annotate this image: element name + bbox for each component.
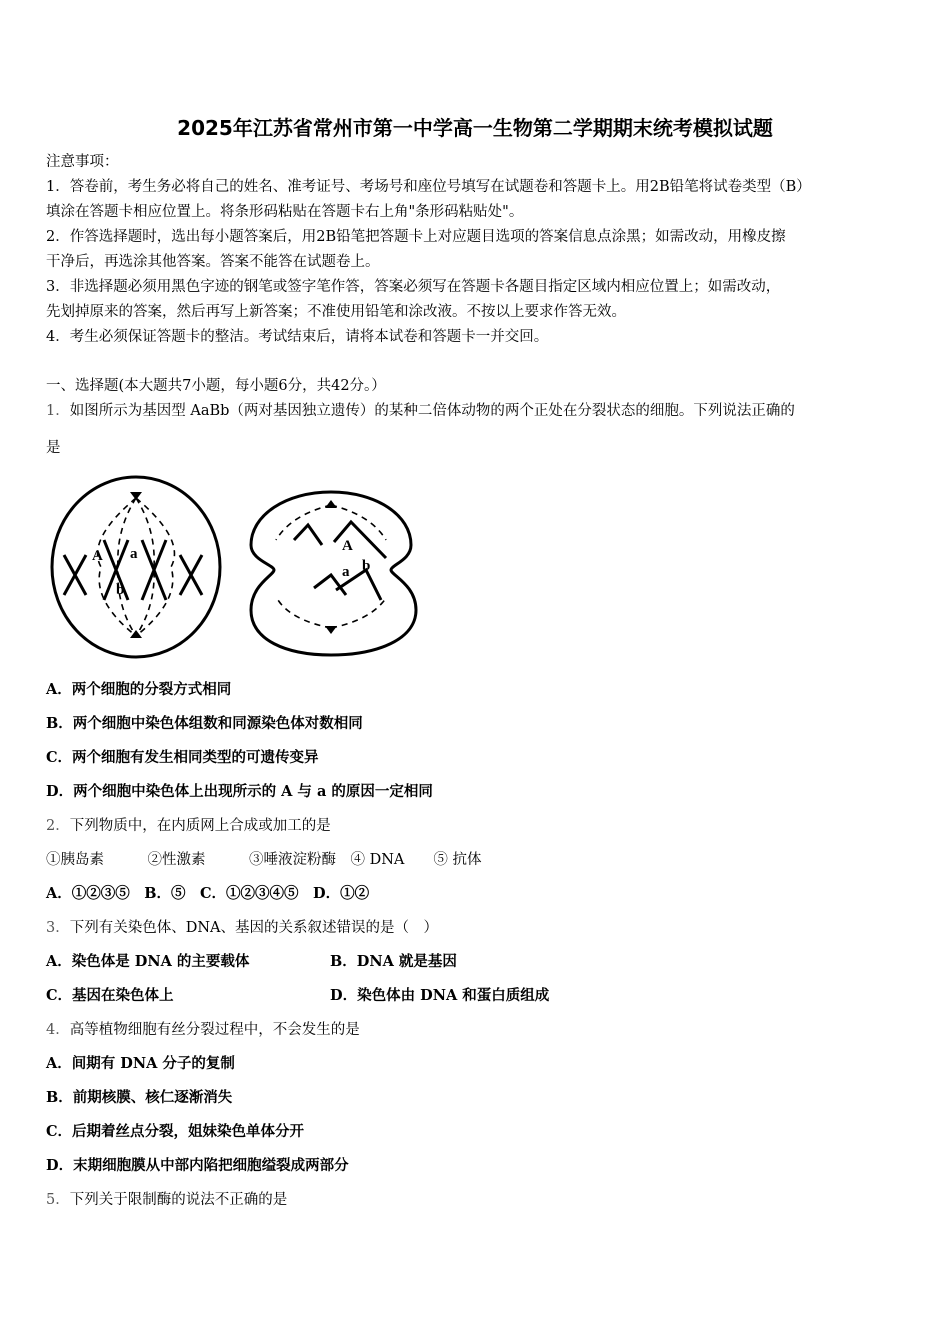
question-4-stem bbox=[46, 1020, 906, 1040]
notice-line: 填涂在答题卡相应位置上。将条形码粘贴在答题卡右上角"条形码粘贴处"。 bbox=[46, 204, 524, 220]
left-centrioles bbox=[130, 492, 142, 638]
label-A: A bbox=[342, 538, 353, 554]
notice-line: 2．作答选择题时，选出每小题答案后，用2B铅笔把答题卡上对应题目选项的答案信息点涂黑；如需改动，用橡皮擦 bbox=[46, 229, 786, 245]
question-number: 2． bbox=[46, 818, 70, 834]
notice-line: 3．非选择题必须用黑色字迹的钢笔或签字笔作答，答案必须写在答题卡各题目指定区域内相应位置上；如需改动， bbox=[46, 279, 781, 295]
option: A．间期有 DNA 分子的复制 bbox=[46, 1055, 235, 1072]
option: D．染色体由 DNA 和蛋白质组成 bbox=[330, 987, 550, 1004]
option: D．两个细胞中染色体上出现所示的 A 与 a 的原因一定相同 bbox=[46, 783, 433, 800]
notice-heading: 注意事项： bbox=[46, 154, 119, 170]
question-text: 下列有关染色体、DNA、基因的关系叙述错误的是（ ） bbox=[69, 920, 439, 936]
label-b: b bbox=[116, 582, 125, 598]
notice-line: 先划掉原来的答案，然后再写上新答案；不准使用铅笔和涂改液。不按以上要求作答无效。 bbox=[46, 304, 626, 320]
cell-division-figure bbox=[46, 470, 426, 665]
question-2-stem bbox=[46, 816, 906, 836]
label-b: b bbox=[362, 558, 371, 574]
left-spindle-fibers bbox=[98, 498, 175, 636]
right-chromosomes bbox=[294, 522, 386, 600]
notice-line: 1．答卷前，考生务必将自己的姓名、准考证号、考场号和座位号填写在试题卷和答题卡上。用2B铅笔将试卷类型（B） bbox=[46, 179, 811, 195]
section-heading: 一、选择题(本大题共7小题，每小题6分，共42分。） bbox=[46, 378, 386, 394]
question-3-stem bbox=[46, 918, 906, 938]
question-number: 5． bbox=[46, 1192, 70, 1208]
question-number: 3． bbox=[46, 920, 70, 936]
option: B．DNA 就是基因 bbox=[330, 953, 457, 970]
question-number: 4． bbox=[46, 1022, 70, 1038]
option: A．两个细胞的分裂方式相同 bbox=[46, 681, 232, 698]
option: B．前期核膜、核仁逐渐消失 bbox=[46, 1089, 233, 1106]
question-text: 如图所示为基因型 AaBb（两对基因独立遗传）的某种二倍体动物的两个正处在分裂状态的细胞。下列说法正确的 bbox=[69, 403, 795, 419]
question-5-stem bbox=[46, 1190, 906, 1210]
option: D．末期细胞膜从中部内陷把细胞缢裂成两部分 bbox=[46, 1157, 349, 1174]
label-a: a bbox=[342, 564, 350, 580]
option: C．基因在染色体上 bbox=[46, 987, 174, 1004]
question-2-items: ①胰岛素 ②性激素 ③唾液淀粉酶 ④ DNA ⑤ 抗体 bbox=[46, 852, 482, 868]
option: B．两个细胞中染色体组数和同源染色体对数相同 bbox=[46, 715, 363, 732]
label-a: a bbox=[130, 546, 138, 562]
right-centrioles bbox=[325, 500, 337, 634]
question-1-stem bbox=[46, 401, 906, 421]
option: A．染色体是 DNA 的主要载体 bbox=[46, 953, 250, 970]
notice-line: 干净后，再选涂其他答案。答案不能答在试题卷上。 bbox=[46, 254, 380, 270]
question-number: 1． bbox=[46, 403, 70, 419]
page-title: 2025年江苏省常州市第一中学高一生物第二学期期末统考模拟试题 bbox=[177, 116, 773, 140]
notice-line: 4．考生必须保证答题卡的整洁。考试结束后，请将本试卷和答题卡一并交回。 bbox=[46, 329, 549, 345]
label-A: A bbox=[92, 548, 103, 564]
option: C．后期着丝点分裂，姐妹染色单体分开 bbox=[46, 1123, 305, 1140]
question-text: 高等植物细胞有丝分裂过程中，不会发生的是 bbox=[69, 1022, 360, 1038]
option: C．两个细胞有发生相同类型的可遗传变异 bbox=[46, 749, 319, 766]
question-2-options: A．①②③⑤ B．⑤ C．①②③④⑤ D．①② bbox=[46, 885, 370, 902]
question-text: 下列物质中，在内质网上合成或加工的是 bbox=[69, 818, 331, 834]
question-1-stem-cont: 是 bbox=[46, 440, 61, 456]
question-text: 下列关于限制酶的说法不正确的是 bbox=[69, 1192, 288, 1208]
